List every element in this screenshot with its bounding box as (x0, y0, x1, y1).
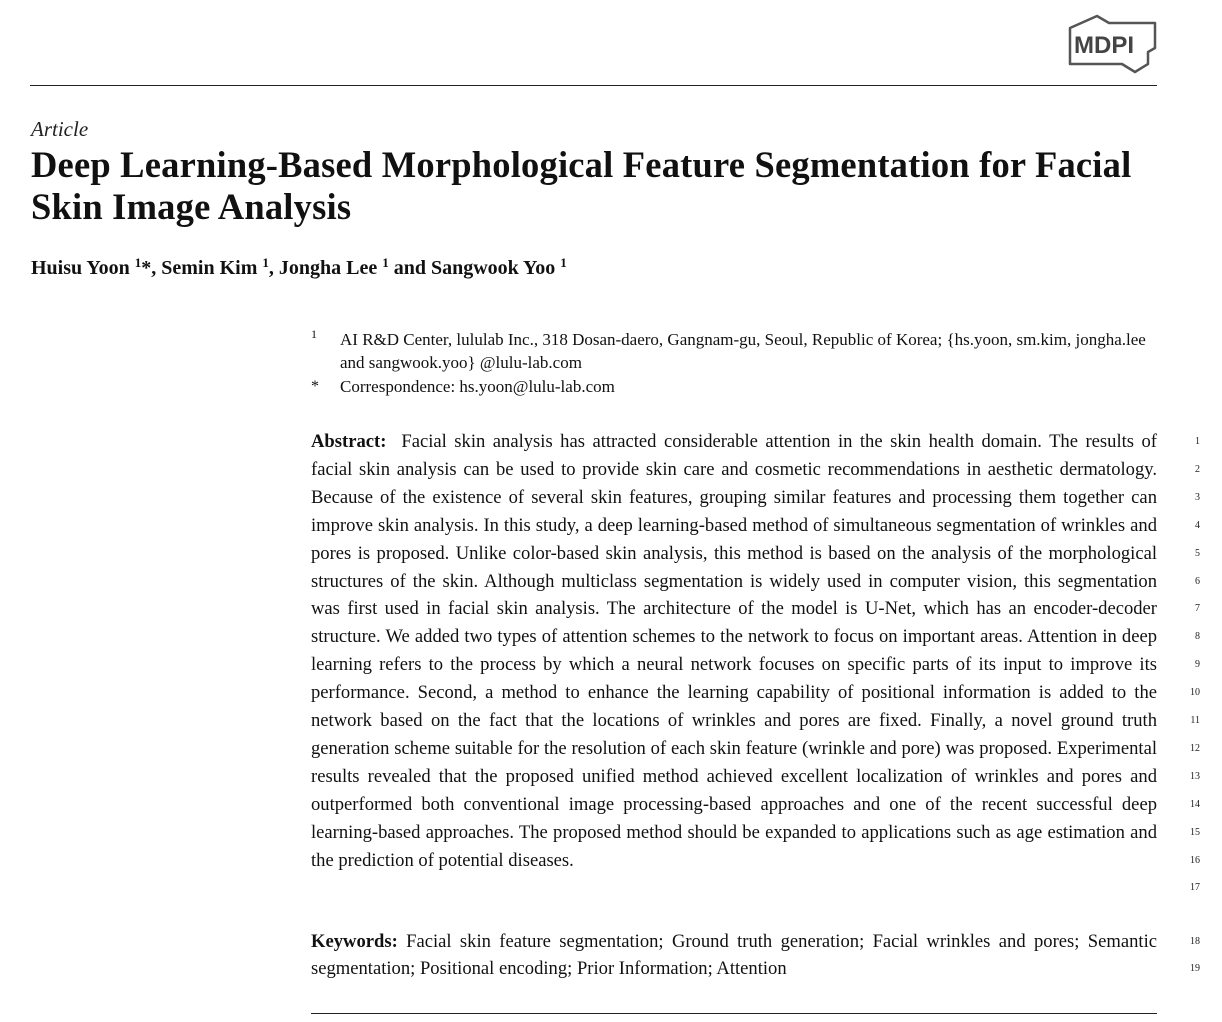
mdpi-logo-text: MDPI (1074, 32, 1134, 59)
line-number: 4 (1195, 519, 1200, 531)
line-number: 13 (1190, 770, 1200, 782)
line-number: 10 (1190, 687, 1200, 699)
abstract-label: Abstract: (311, 431, 387, 452)
author-name: Sangwook Yoo (430, 257, 556, 279)
author-list (31, 255, 567, 280)
line-number: 1 (1195, 436, 1200, 447)
line-number: 9 (1195, 659, 1200, 671)
line-number: 17 (1190, 882, 1200, 894)
abstract (311, 428, 1157, 875)
article-type: Article (31, 117, 89, 141)
line-number: 15 (1190, 826, 1200, 838)
author-affiliation-mark: 1 (382, 255, 389, 270)
keywords-text: Facial skin feature segmentation; Ground truth generation; Facial wrinkles and pores; Semantic segmentation; Positional encoding; Prior Information; Attention (311, 931, 1157, 979)
affiliation-text: AI R&D Center, lululab Inc., 318 Dosan-daero, Gangnam-gu, Seoul, Republic of Korea; {hs.yoon, sm.kim, jongha.lee and sangwook.yoo} @lulu-lab.com (340, 330, 1146, 372)
line-number: 6 (1195, 575, 1200, 587)
line-number: 16 (1190, 854, 1200, 866)
author-separator: , (268, 257, 279, 279)
header-rule (30, 85, 1157, 86)
author-affiliation-mark: 1 (134, 255, 142, 270)
keywords (311, 928, 1157, 982)
line-number: 19 (1190, 963, 1200, 974)
line-number: 8 (1195, 631, 1200, 643)
author-name: Semin Kim (161, 257, 258, 279)
line-number: 5 (1195, 547, 1200, 559)
author-name: Jongha Lee (278, 257, 378, 279)
keywords-label: Keywords: (311, 931, 398, 952)
paper-title: Deep Learning-Based Morphological Feature Segmentation for Facial Skin Image Analysis (31, 144, 1132, 227)
correspondence-mark: * (311, 378, 319, 395)
footer-rule (311, 1013, 1157, 1014)
line-number: 2 (1195, 463, 1200, 475)
line-number: 14 (1190, 798, 1200, 810)
abstract-text: Facial skin analysis has attracted considerable attention in the skin health domain. The results of facial skin analysis can be used to provide skin care and cosmetic recommendations in aesthetic dermatology. Because of the existence of several skin features, grouping similar features and processing them together can improve skin analysis. In this study, a deep learning-based method of simultaneous segmentation of wrinkles and pores is proposed. Unlike color-based skin analysis, this method is based on the analysis of the morphological structures of the skin. Although multiclass segmentation is widely used in computer vision, this segmentation was first used in facial skin analysis. The architecture of the model is U-Net, which has an encoder-decoder structure. We added two types of attention schemes to the network to focus on important areas. Attention in deep learning refers to the process by which a neural network focuses on specific parts of its input to improve its performance. Second, a method to enhance the learning capability of positional information is added to the network based on the fact that the locations of wrinkles and pores are fixed. Finally, a novel ground truth generation scheme suitable for the resolution of each skin feature (wrinkle and pore) was proposed. Experimental results revealed that the proposed unified method achieved excellent localization of wrinkles and pores and outperformed both conventional image processing-based approaches and one of the recent successful deep learning-based approaches. The proposed method should be expanded to applications such as age estimation and the prediction of potential diseases. (311, 431, 1158, 871)
author-name: Huisu Yoon (31, 257, 130, 279)
line-number: 11 (1190, 715, 1200, 726)
line-number: 7 (1195, 603, 1200, 615)
author-separator: *, (141, 257, 162, 279)
correspondence (311, 375, 1151, 398)
author-affiliation-mark: 1 (560, 255, 567, 270)
author-separator: and (388, 257, 431, 279)
line-number: 3 (1195, 491, 1200, 503)
mdpi-logo (1060, 14, 1160, 74)
line-number: 18 (1190, 936, 1200, 947)
correspondence-text: Correspondence: hs.yoon@lulu-lab.com (340, 377, 615, 396)
affiliation-mark: 1 (311, 327, 317, 341)
affiliation (311, 328, 1151, 374)
line-number: 12 (1190, 742, 1200, 754)
author-affiliation-mark: 1 (262, 255, 269, 270)
